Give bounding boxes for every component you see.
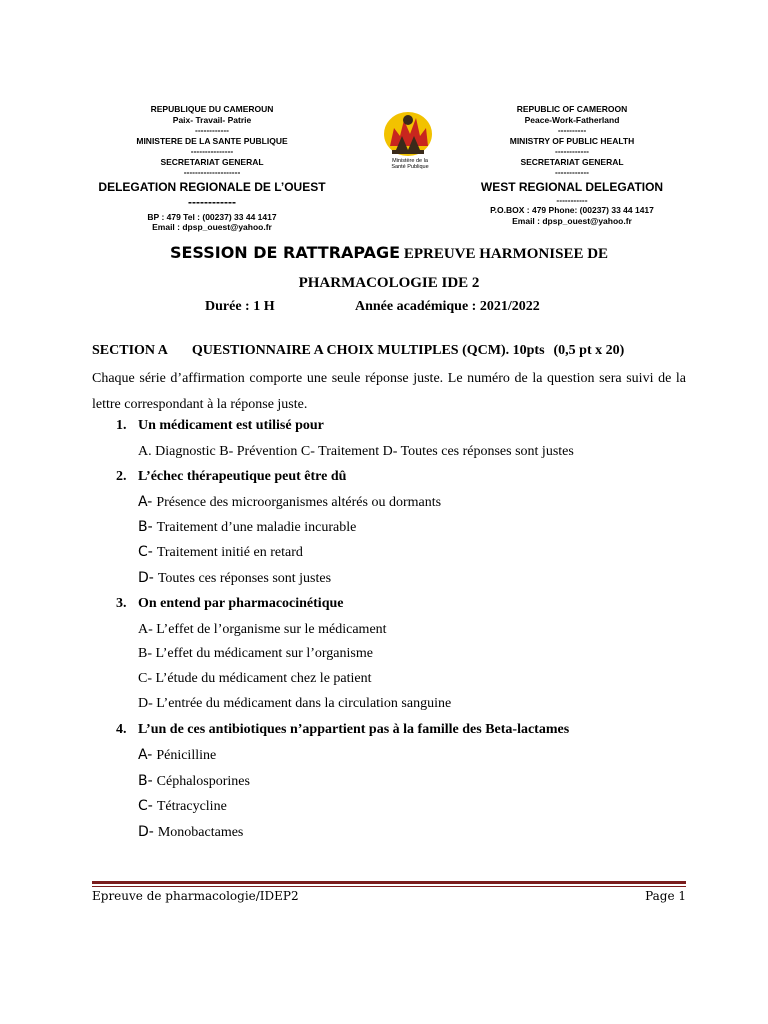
option-text: Céphalosporines (156, 774, 250, 789)
option-letter: B- (138, 519, 153, 535)
option (138, 544, 303, 561)
footer-title: Epreuve de pharmacologie/IDEP2 (92, 889, 299, 903)
separator: ------------ (195, 125, 229, 135)
instructions: Chaque série d’affirmation comporte une seule réponse juste. Le numéro de la question sera suivi de la lettre correspondant à la réponse juste. (92, 371, 686, 412)
session-label: SESSION DE RATTRAPAGE (169, 243, 401, 262)
header-right (452, 104, 692, 226)
question-number: 1. (116, 418, 127, 433)
section-title: QUESTIONNAIRE A CHOIX MULTIPLES (QCM). 10pts (191, 343, 545, 358)
question-number: 3. (116, 596, 127, 611)
question-number: 2. (116, 469, 127, 484)
option-letter: A- (138, 494, 153, 510)
section-heading (92, 343, 624, 359)
separator: ----------- (556, 194, 588, 205)
question-text: Un médicament est utilisé pour (138, 418, 324, 433)
option-text: Traitement d’une maladie incurable (156, 520, 357, 535)
secretariat-en: SECRETARIAT GENERAL (520, 156, 624, 167)
logo-caption (376, 158, 444, 170)
option-letter: C- (138, 544, 153, 560)
ministry-fr: MINISTERE DE LA SANTE PUBLIQUE (136, 135, 288, 146)
country-en: REPUBLIC OF CAMEROON (516, 104, 628, 114)
option (138, 494, 441, 511)
exam-title (92, 243, 686, 263)
contact-fr: BP : 479 Tel : (00237) 33 44 1417 (147, 211, 277, 222)
question-text: On entend par pharmacocinétique (138, 596, 344, 611)
option (138, 773, 250, 790)
exam-duration: Durée : 1 H (205, 299, 275, 314)
option: A- L’effet de l’organisme sur le médicament (138, 622, 387, 637)
question-2 (116, 469, 346, 485)
option-text: Traitement initié en retard (156, 545, 303, 560)
question-number: 4. (116, 722, 127, 737)
question-text: L’un de ces antibiotiques n’appartient pas à la famille des Beta-lactames (138, 722, 570, 737)
header-left (92, 104, 332, 233)
option: C- L’étude du médicament chez le patient (138, 671, 372, 686)
exam-subject: EPREUVE HARMONISEE DE (403, 246, 609, 262)
option (138, 798, 227, 815)
separator: ------------ (188, 194, 236, 209)
option-text: Présence des microorganismes altérés ou dormants (156, 495, 442, 510)
exam-title-line2: PHARMACOLOGIE IDE 2 (298, 275, 480, 291)
option-text: Tétracycline (156, 799, 227, 814)
separator: ------------ (555, 167, 589, 177)
option-letter: B- (138, 773, 153, 789)
email-fr: Email : dpsp_ouest@yahoo.fr (152, 222, 272, 232)
question-text: L’échec thérapeutique peut être dû (138, 469, 347, 484)
logo-caption-line: Ministère de la (392, 158, 428, 164)
separator: --------------- (190, 146, 234, 156)
separator: ------------ (555, 146, 589, 156)
question-1 (116, 418, 324, 434)
option (138, 747, 216, 764)
option-letter: C- (138, 798, 153, 814)
option: D- L’entrée du médicament dans la circulation sanguine (138, 696, 452, 711)
option (138, 824, 243, 841)
option (138, 519, 356, 536)
page-number: Page 1 (645, 889, 686, 903)
option-letter: A- (138, 747, 153, 763)
motto-en: Peace-Work-Fatherland (524, 114, 620, 125)
email-en: Email : dpsp_ouest@yahoo.fr (512, 215, 632, 226)
footer-rule-thin (92, 886, 686, 887)
option-letter: D- (138, 824, 154, 840)
question-3 (116, 596, 343, 612)
secretariat-fr: SECRETARIAT GENERAL (160, 156, 264, 167)
separator: ---------- (557, 125, 587, 135)
option-text: Monobactames (157, 825, 244, 840)
question-1-options: A. Diagnostic B- Prévention C- Traitement D- Toutes ces réponses sont justes (138, 444, 574, 459)
separator: -------------------- (183, 167, 241, 177)
country-fr: REPUBLIQUE DU CAMEROUN (150, 104, 274, 114)
contact-en: P.O.BOX : 479 Phone: (00237) 33 44 1417 (490, 205, 654, 215)
option (138, 570, 331, 587)
academic-year: Année académique : 2021/2022 (355, 299, 540, 314)
option-text: Toutes ces réponses sont justes (157, 571, 332, 586)
motto-fr: Paix- Travail- Patrie (172, 114, 252, 125)
delegation-fr: DELEGATION REGIONALE DE L’OUEST (98, 179, 326, 194)
ministry-en: MINISTRY OF PUBLIC HEALTH (509, 135, 635, 146)
option-letter: D- (138, 570, 154, 586)
question-4 (116, 722, 569, 738)
footer-rule (92, 881, 686, 884)
delegation-en: WEST REGIONAL DELEGATION (480, 179, 664, 194)
option-text: Pénicilline (156, 748, 217, 763)
section-points: (0,5 pt x 20) (553, 343, 625, 358)
logo-caption-line: Santé Publique (391, 164, 429, 170)
section-label: SECTION A (92, 343, 168, 358)
option: B- L’effet du médicament sur l’organisme (138, 646, 373, 661)
